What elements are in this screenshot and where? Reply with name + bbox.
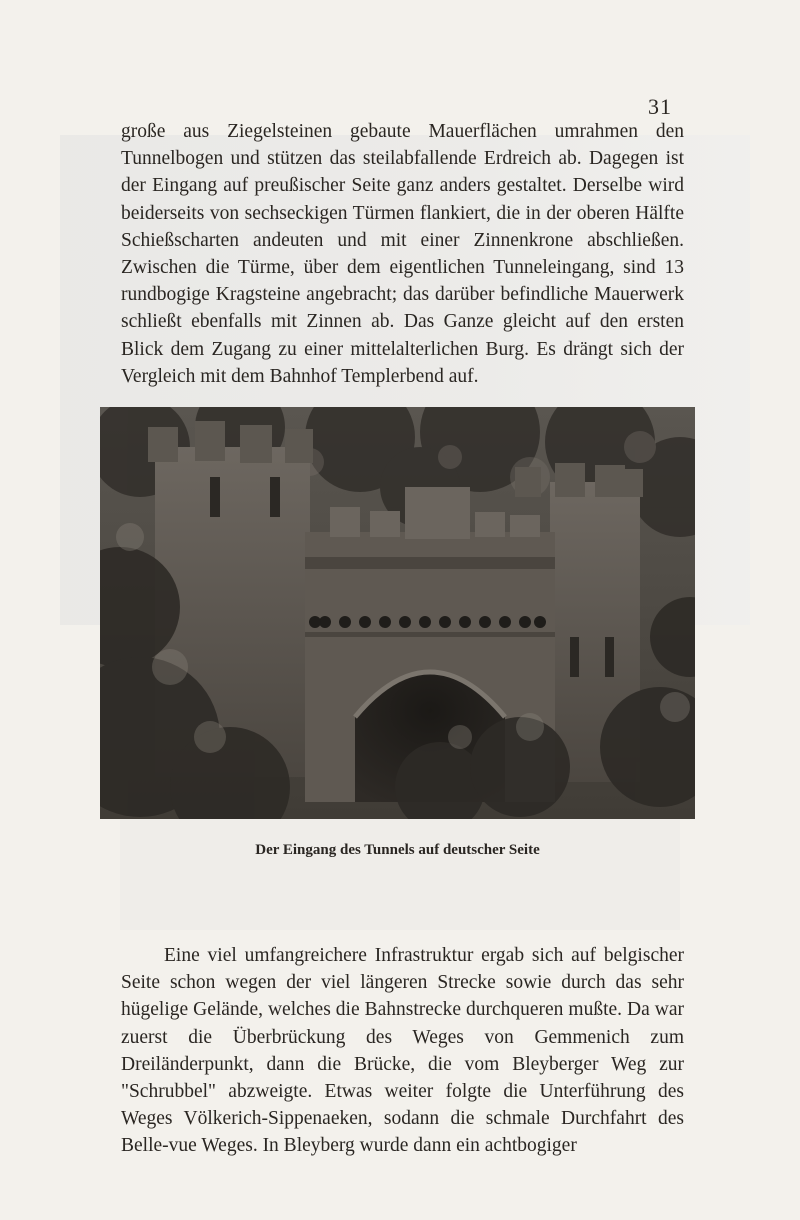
top-text-block [121, 118, 684, 390]
figure-caption: Der Eingang des Tunnels auf deutscher Seite [255, 842, 540, 858]
tunnel-photo [100, 407, 695, 819]
page-number: 31 [648, 94, 672, 119]
bottom-paragraph: Eine viel umfangreichere Infrastruktur ergab sich auf belgischer Seite schon wegen der viel längeren Strecke sowie durch das sehr hügelige Gelände, welches die Bahnstrecke durchqueren mußte. Da war zuerst die Überbrückung des Weges von Gemmenich zum Dreiländerpunkt, dann die Brücke, die vom Bleyberger Weg zur "Schrubbel" abzweigte. Etwas weiter folgte die Unterführung des Weges Völkerich-Sippenaeken, sodann die schmale Durchfahrt des Belle-vue Weges. In Bleyberg wurde dann ein achtbogiger [121, 945, 684, 1157]
top-paragraph: große aus Ziegelsteinen gebaute Mauerflächen umrahmen den Tunnelbogen und stützen das steilabfallende Erdreich ab. Dagegen ist der Eingang auf preußischer Seite ganz anders gestaltet. Derselbe wird beiderseits von sechseckigen Türmen flankiert, die in der oberen Hälfte Schießscharten andeuten und mit einer Zinnenkrone abschließen. Zwischen die Türme, über dem eigentlichen Tunneleingang, sind 13 rundbogige Kragsteine angebracht; das darüber befindliche Mauerwerk schließt ebenfalls mit Zinnen ab. Das Ganze gleicht auf den ersten Blick dem Zugang zu einer mittelalterlichen Burg. Es drängt sich der Vergleich mit dem Bahnhof Templerbend auf. [121, 121, 684, 387]
bottom-text-block [121, 942, 684, 1160]
bleed-through-shading-lower [120, 810, 680, 930]
tunnel-photo-icon [100, 407, 695, 819]
